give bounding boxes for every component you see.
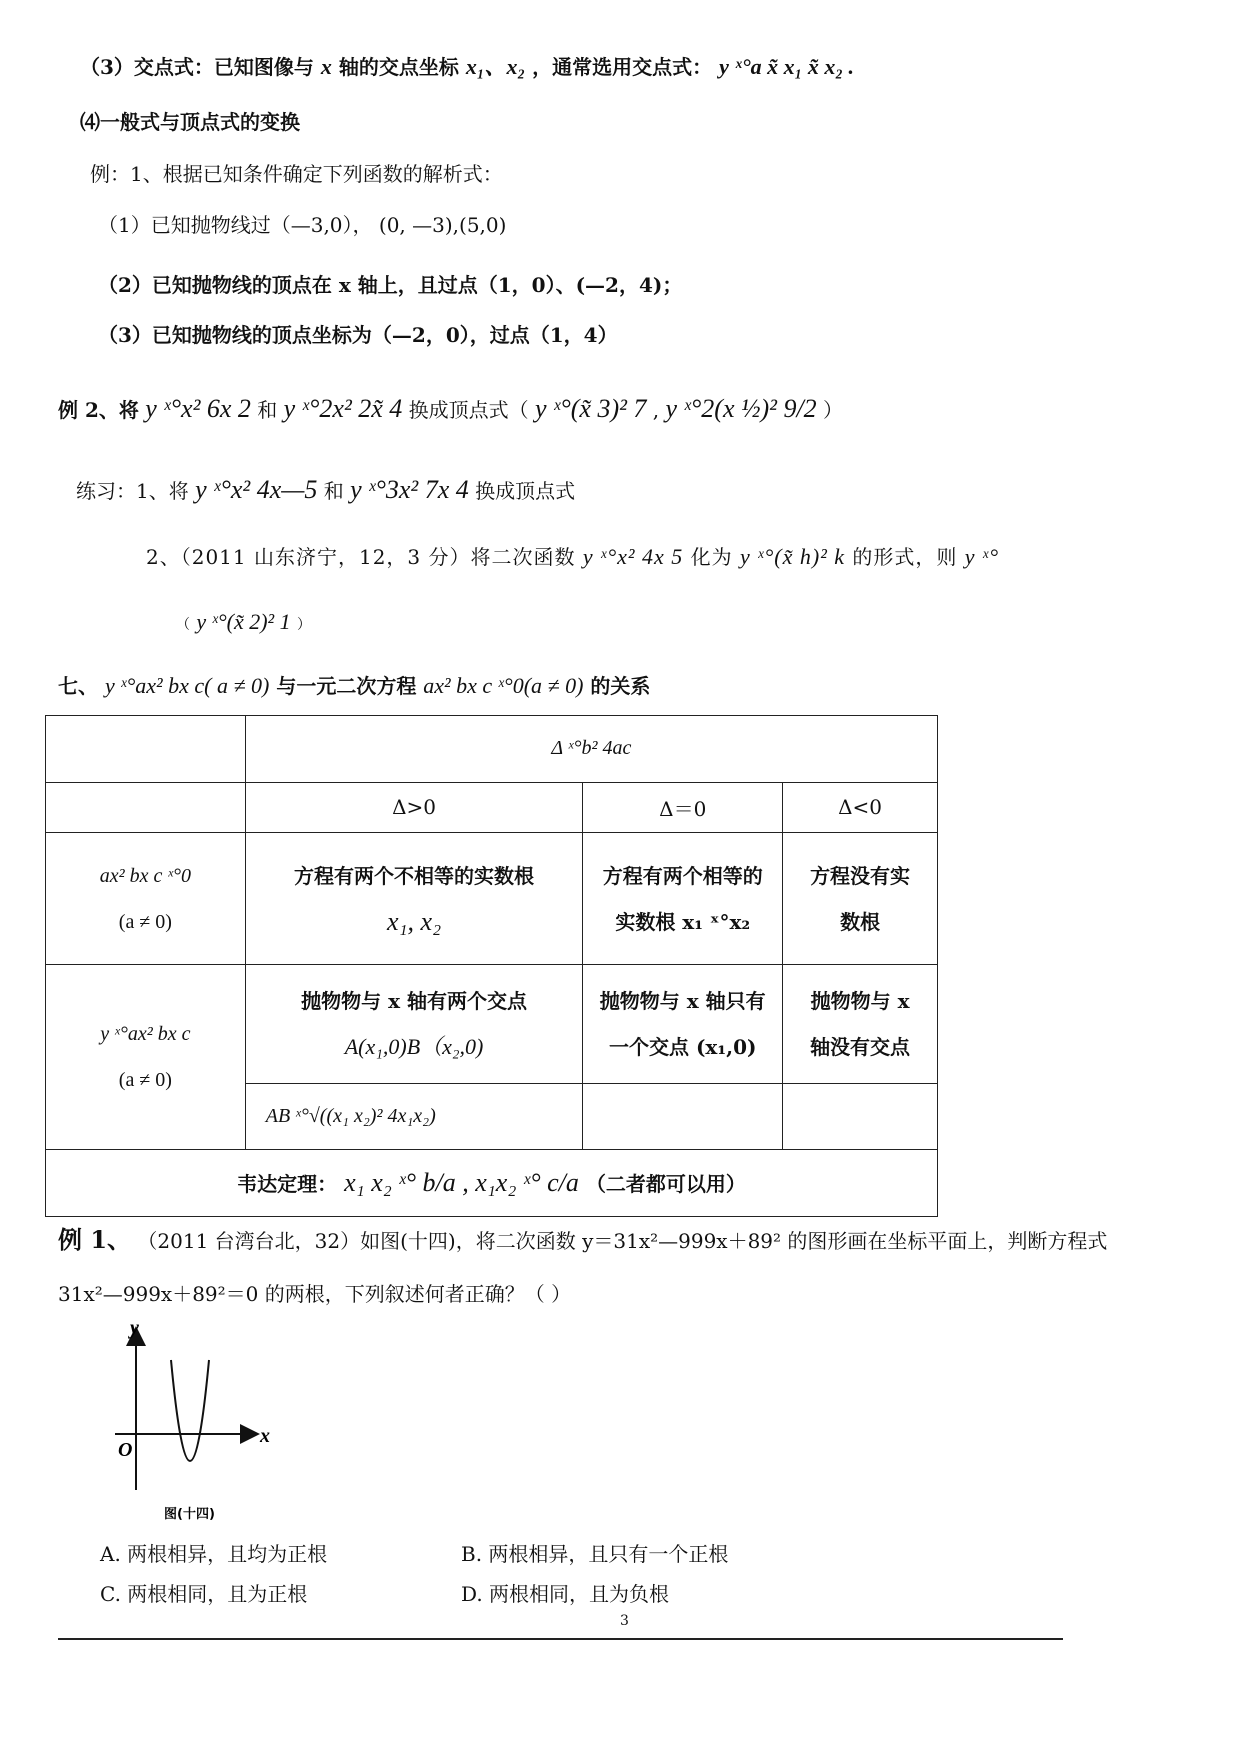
text: 化为 (690, 545, 733, 569)
text: ） (823, 398, 844, 422)
text: （ (176, 617, 190, 633)
y-axis-label: y (130, 1322, 139, 1339)
math: y ˣ°ax² bx c (100, 1023, 191, 1046)
table-row-label-parabola (46, 965, 246, 1150)
text: 抛物物与 x (810, 989, 910, 1014)
table-col-delta-positive: Δ>0 (245, 782, 583, 833)
text: 轴的交点坐标 (338, 55, 459, 79)
section-heading-transform: ⑷一般式与顶点式的变换 (80, 110, 300, 134)
text: 数根 (840, 909, 881, 934)
origin-label: O (118, 1439, 133, 1461)
table-row (46, 965, 938, 1083)
table-cell-one-intersection (583, 965, 783, 1083)
math-formula: x₁ x₂ ˣ° b/a , x₁x₂ ˣ° c/a (344, 1168, 579, 1198)
math-formula: y ˣ° (964, 544, 1000, 569)
table-cell-empty (783, 1083, 938, 1150)
text: 和 (323, 479, 344, 503)
table-row-label-equation (46, 833, 246, 965)
sub-question-2: （2）已知抛物线的顶点在 x 轴上，且过点（1，0）、(—2，4)； (98, 273, 683, 297)
sub-question-3: （3）已知抛物线的顶点坐标为（—2，0），过点（1，4） (98, 323, 618, 347)
text: 韦达定理： (237, 1172, 338, 1197)
math-formula: y ˣ°(x̃ h)² k (740, 544, 846, 569)
text: 例 1、 (58, 1225, 132, 1254)
text: 例 2、将 (58, 398, 139, 422)
page-number: 3 (620, 1613, 629, 1629)
parabola-curve (171, 1360, 209, 1461)
text: 七、 (58, 674, 98, 698)
table-row (46, 1150, 938, 1217)
text: （二者都可以用） (585, 1172, 746, 1197)
table-cell-no-intersection (783, 965, 938, 1083)
math-formula: y ˣ°x² 4x—5 (195, 475, 318, 504)
table-cell-empty (46, 716, 246, 783)
example-1-line-b: 31x²—999x＋89²＝0 的两根，下列叙述何者正确？（ ） (58, 1282, 572, 1306)
text: 的形式，则 (852, 545, 958, 569)
table-cell-ab-length: AB ˣ°√((x₁ x₂)² 4x₁x₂) (245, 1083, 583, 1150)
math-formula: y ˣ°a x̃ x₁ x̃ x₂ . (719, 54, 854, 79)
table-row (46, 782, 938, 833)
table-header-delta: Δ ˣ°b² 4ac (245, 716, 937, 783)
x-axis-label: x (260, 1425, 270, 1447)
option-d: D. 两根相同，且为负根 (461, 1582, 670, 1606)
table-col-delta-zero: Δ＝0 (583, 782, 783, 833)
table-cell-no-roots (783, 833, 938, 965)
math: x₁、x₂ (465, 54, 526, 79)
text: ） (297, 617, 312, 633)
sub-question-1: （1）已知抛物线过（—3,0）， (0, —3),(5,0) (98, 213, 507, 237)
math-formula: y ˣ°(x̃ 2)² 1 (196, 609, 291, 634)
text: ，通常选用交点式： (532, 55, 713, 79)
math-formula: y ˣ°3x² 7x 4 (350, 475, 469, 504)
text: 练习：1、将 (76, 479, 189, 503)
text: 一个交点 (x₁,0) (609, 1035, 757, 1060)
table-cell-empty (583, 1083, 783, 1150)
math-formula: y ˣ°x² 4x 5 (582, 544, 684, 569)
option-c: C. 两根相同，且为正根 (100, 1582, 308, 1606)
footer-rule (58, 1638, 1063, 1640)
option-a: A. 两根相异，且均为正根 (100, 1542, 328, 1566)
example-intro: 例：1、根据已知条件确定下列函数的解析式： (90, 162, 503, 186)
text: （3）交点式：已知图像与 (80, 55, 314, 79)
math-formula: y ˣ°x² 6x 2 (145, 394, 251, 423)
section-7-heading (58, 672, 650, 700)
math: ax² bx c ˣ°0 (99, 864, 192, 887)
text: 的关系 (590, 674, 651, 698)
table-row (46, 833, 938, 965)
table-cell-vieta (46, 1150, 938, 1217)
intersection-form-line (80, 53, 854, 81)
text: 抛物物与 x 轴有两个交点 (301, 989, 527, 1014)
math-formula: y ˣ°(x̃ 3)² 7 (535, 394, 647, 423)
math-formula: y ˣ°ax² bx c( a ≠ 0) (104, 673, 270, 698)
option-b: B. 两根相异，且只有一个正根 (461, 1542, 729, 1566)
math: (a ≠ 0) (118, 1069, 172, 1092)
math: x₁, x₂ (386, 906, 442, 936)
text: 与一元二次方程 (276, 674, 417, 698)
math-formula: y ˣ°2(x ½)² 9/2 (665, 394, 817, 423)
text: 方程有两个相等的 (602, 863, 763, 888)
math: A(x₁,0)B（x₂,0) (344, 1034, 484, 1060)
table-cell-empty (46, 782, 246, 833)
figure-caption: 图(十四) (164, 1507, 215, 1522)
text: , (652, 398, 660, 422)
table-cell-two-intersections (245, 965, 583, 1083)
example-2-line (58, 395, 843, 424)
table-cell-equal-roots (583, 833, 783, 965)
text: 抛物物与 x 轴只有 (599, 989, 766, 1014)
practice-2-line (146, 543, 999, 571)
discriminant-table (45, 715, 938, 1217)
table-cell-two-roots (245, 833, 583, 965)
text: 实数根 x₁ ˣ°x₂ (615, 909, 751, 934)
text: 换成顶点式 (475, 479, 576, 503)
practice-2-answer (176, 608, 311, 639)
example-1-line-a (58, 1226, 1107, 1255)
math-formula: ax² bx c ˣ°0(a ≠ 0) (423, 673, 584, 698)
table-col-delta-negative: Δ<0 (783, 782, 938, 833)
text: 换成顶点式（ (408, 398, 529, 422)
text: 轴没有交点 (810, 1035, 911, 1060)
text: 方程没有实 (810, 863, 911, 888)
practice-1-line (76, 476, 575, 505)
parabola-graph-figure (110, 1322, 290, 1522)
text: 2、（2011 山东济宁，12，3 分）将二次函数 (146, 545, 576, 569)
math: x (320, 54, 332, 79)
math: (a ≠ 0) (118, 910, 172, 933)
text: （2011 台湾台北，32）如图(十四)，将二次函数 y＝31x²—999x＋89² 的图形画在坐标平面上，判断方程式 (137, 1229, 1108, 1253)
math-formula: y ˣ°2x² 2x̃ 4 (283, 394, 403, 423)
text: 方程有两个不相等的实数根 (294, 863, 535, 888)
table-row (46, 716, 938, 783)
text: 和 (257, 398, 278, 422)
